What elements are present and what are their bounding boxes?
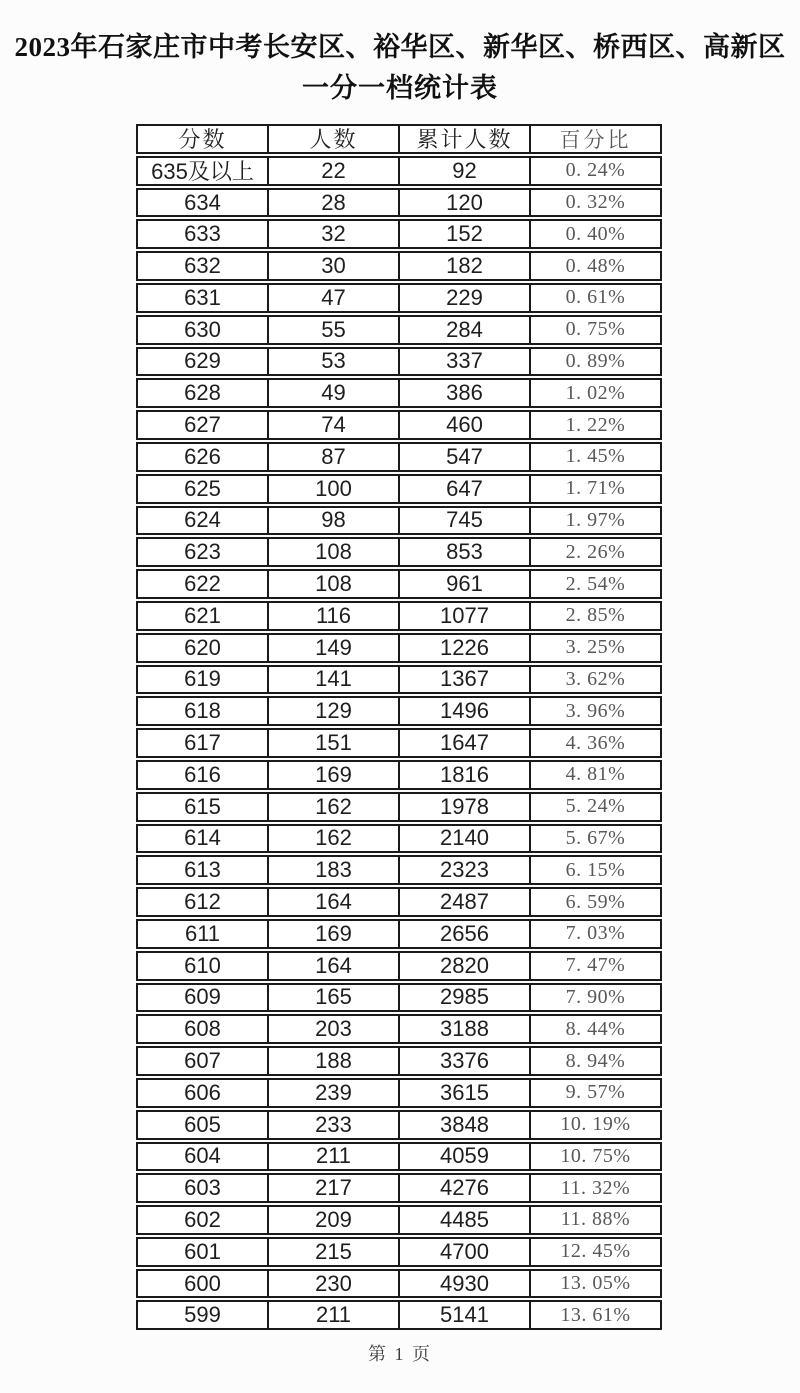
count-cell: 169 xyxy=(267,921,398,947)
percentage-cell: 1. 97% xyxy=(529,508,660,534)
cumulative-count-cell: 3376 xyxy=(398,1048,529,1074)
count-cell: 164 xyxy=(267,953,398,979)
count-cell: 141 xyxy=(267,667,398,693)
score-distribution-table xyxy=(136,124,662,1332)
count-cell: 74 xyxy=(267,412,398,438)
cumulative-count-cell: 1816 xyxy=(398,762,529,788)
table-row xyxy=(136,951,662,981)
table-row xyxy=(136,728,662,758)
percentage-cell: 1. 22% xyxy=(529,412,660,438)
table-row xyxy=(136,760,662,790)
score-cell: 615 xyxy=(184,793,221,819)
count-cell: 211 xyxy=(267,1144,398,1170)
score-cell: 599 xyxy=(184,1302,221,1328)
cumulative-count-cell: 1496 xyxy=(398,698,529,724)
table-row xyxy=(136,506,662,536)
cumulative-count-cell: 4930 xyxy=(398,1271,529,1297)
score-cell: 610 xyxy=(184,952,221,978)
score-cell: 623 xyxy=(184,539,221,565)
table-row xyxy=(136,696,662,726)
table-row xyxy=(136,315,662,345)
cumulative-count-cell: 2820 xyxy=(398,953,529,979)
count-cell: 28 xyxy=(267,190,398,216)
table-row xyxy=(136,156,662,186)
percentage-cell: 8. 94% xyxy=(529,1048,660,1074)
score-cell: 609 xyxy=(184,984,221,1010)
table-row xyxy=(136,219,662,249)
count-cell: 53 xyxy=(267,349,398,375)
percentage-cell: 1. 71% xyxy=(529,476,660,502)
count-cell: 129 xyxy=(267,698,398,724)
page-number: 第 1 页 xyxy=(368,1344,432,1364)
cumulative-count-cell: 284 xyxy=(398,317,529,343)
score-cell: 612 xyxy=(184,889,221,915)
header-percentage: 百分比 xyxy=(529,126,660,152)
table-row xyxy=(136,633,662,663)
score-cell: 606 xyxy=(184,1079,221,1105)
cumulative-count-cell: 3188 xyxy=(398,1016,529,1042)
cumulative-count-cell: 547 xyxy=(398,444,529,470)
percentage-cell: 8. 44% xyxy=(529,1016,660,1042)
count-cell: 233 xyxy=(267,1112,398,1138)
table-row xyxy=(136,665,662,695)
cumulative-count-cell: 2656 xyxy=(398,921,529,947)
table-row xyxy=(136,188,662,218)
count-cell: 116 xyxy=(267,603,398,629)
percentage-cell: 13. 61% xyxy=(529,1302,660,1328)
score-cell: 617 xyxy=(184,730,221,756)
table-row xyxy=(136,1237,662,1267)
table-row xyxy=(136,887,662,917)
score-cell: 631 xyxy=(184,284,221,310)
score-cell: 603 xyxy=(184,1175,221,1201)
percentage-cell: 2. 54% xyxy=(529,571,660,597)
percentage-cell: 13. 05% xyxy=(529,1271,660,1297)
cumulative-count-cell: 460 xyxy=(398,412,529,438)
count-cell: 165 xyxy=(267,985,398,1011)
percentage-cell: 3. 96% xyxy=(529,698,660,724)
table-row xyxy=(136,824,662,854)
page-title-line1: 2023年石家庄市中考长安区、裕华区、新华区、桥西区、高新区 xyxy=(14,32,786,62)
table-row xyxy=(136,1205,662,1235)
cumulative-count-cell: 1077 xyxy=(398,603,529,629)
cumulative-count-cell: 2323 xyxy=(398,857,529,883)
percentage-cell: 10. 19% xyxy=(529,1112,660,1138)
score-cell: 611 xyxy=(184,920,221,946)
cumulative-count-cell: 4059 xyxy=(398,1144,529,1170)
count-cell: 49 xyxy=(267,380,398,406)
count-cell: 169 xyxy=(267,762,398,788)
cumulative-count-cell: 1647 xyxy=(398,730,529,756)
count-cell: 32 xyxy=(267,221,398,247)
score-cell: 613 xyxy=(184,857,221,883)
cumulative-count-cell: 4276 xyxy=(398,1175,529,1201)
table-row xyxy=(136,1110,662,1140)
table-row xyxy=(136,378,662,408)
table-header-row xyxy=(136,124,662,154)
cumulative-count-cell: 647 xyxy=(398,476,529,502)
score-cell: 601 xyxy=(184,1238,221,1264)
count-cell: 30 xyxy=(267,253,398,279)
count-cell: 209 xyxy=(267,1207,398,1233)
score-cell: 605 xyxy=(184,1111,221,1137)
cumulative-count-cell: 1226 xyxy=(398,635,529,661)
score-cell: 604 xyxy=(184,1143,221,1169)
table-row xyxy=(136,410,662,440)
header-score: 分数 xyxy=(178,127,227,152)
percentage-cell: 0. 61% xyxy=(529,285,660,311)
percentage-cell: 4. 36% xyxy=(529,730,660,756)
table-row xyxy=(136,1269,662,1299)
percentage-cell: 3. 25% xyxy=(529,635,660,661)
cumulative-count-cell: 1978 xyxy=(398,794,529,820)
percentage-cell: 10. 75% xyxy=(529,1144,660,1170)
count-cell: 203 xyxy=(267,1016,398,1042)
table-row xyxy=(136,983,662,1013)
percentage-cell: 0. 32% xyxy=(529,190,660,216)
score-cell: 622 xyxy=(184,571,221,597)
score-cell: 635及以上 xyxy=(151,159,254,184)
percentage-cell: 1. 02% xyxy=(529,380,660,406)
table-row xyxy=(136,537,662,567)
percentage-cell: 7. 03% xyxy=(529,921,660,947)
table-row xyxy=(136,1014,662,1044)
count-cell: 149 xyxy=(267,635,398,661)
page-title xyxy=(0,26,800,108)
percentage-cell: 0. 48% xyxy=(529,253,660,279)
percentage-cell: 7. 90% xyxy=(529,985,660,1011)
table-row xyxy=(136,1173,662,1203)
table-row xyxy=(136,251,662,281)
cumulative-count-cell: 3848 xyxy=(398,1112,529,1138)
percentage-cell: 0. 75% xyxy=(529,317,660,343)
score-cell: 608 xyxy=(184,1016,221,1042)
score-cell: 634 xyxy=(184,189,221,215)
score-cell: 628 xyxy=(184,380,221,406)
percentage-cell: 11. 32% xyxy=(529,1175,660,1201)
percentage-cell: 0. 89% xyxy=(529,349,660,375)
count-cell: 162 xyxy=(267,826,398,852)
count-cell: 164 xyxy=(267,889,398,915)
cumulative-count-cell: 120 xyxy=(398,190,529,216)
cumulative-count-cell: 386 xyxy=(398,380,529,406)
count-cell: 183 xyxy=(267,857,398,883)
cumulative-count-cell: 182 xyxy=(398,253,529,279)
cumulative-count-cell: 2487 xyxy=(398,889,529,915)
score-cell: 625 xyxy=(184,475,221,501)
table-row xyxy=(136,855,662,885)
cumulative-count-cell: 337 xyxy=(398,349,529,375)
count-cell: 215 xyxy=(267,1239,398,1265)
score-cell: 626 xyxy=(184,443,221,469)
percentage-cell: 4. 81% xyxy=(529,762,660,788)
count-cell: 217 xyxy=(267,1175,398,1201)
percentage-cell: 6. 15% xyxy=(529,857,660,883)
score-cell: 600 xyxy=(184,1270,221,1296)
percentage-cell: 5. 67% xyxy=(529,826,660,852)
score-cell: 614 xyxy=(184,825,221,851)
count-cell: 188 xyxy=(267,1048,398,1074)
score-cell: 621 xyxy=(184,602,221,628)
count-cell: 100 xyxy=(267,476,398,502)
percentage-cell: 11. 88% xyxy=(529,1207,660,1233)
percentage-cell: 0. 24% xyxy=(529,158,660,184)
score-cell: 630 xyxy=(184,316,221,342)
count-cell: 22 xyxy=(267,158,398,184)
table-row xyxy=(136,1078,662,1108)
score-cell: 633 xyxy=(184,221,221,247)
percentage-cell: 0. 40% xyxy=(529,221,660,247)
table-row xyxy=(136,792,662,822)
cumulative-count-cell: 961 xyxy=(398,571,529,597)
score-cell: 607 xyxy=(184,1048,221,1074)
table-row xyxy=(136,1142,662,1172)
count-cell: 98 xyxy=(267,508,398,534)
cumulative-count-cell: 152 xyxy=(398,221,529,247)
score-cell: 624 xyxy=(184,507,221,533)
count-cell: 108 xyxy=(267,539,398,565)
table-row xyxy=(136,601,662,631)
cumulative-count-cell: 5141 xyxy=(398,1302,529,1328)
cumulative-count-cell: 4700 xyxy=(398,1239,529,1265)
table-row xyxy=(136,919,662,949)
table-row xyxy=(136,474,662,504)
table-row xyxy=(136,283,662,313)
count-cell: 162 xyxy=(267,794,398,820)
cumulative-count-cell: 1367 xyxy=(398,667,529,693)
percentage-cell: 5. 24% xyxy=(529,794,660,820)
cumulative-count-cell: 3615 xyxy=(398,1080,529,1106)
page-title-line2: 一分一档统计表 xyxy=(302,73,498,103)
cumulative-count-cell: 92 xyxy=(398,158,529,184)
count-cell: 230 xyxy=(267,1271,398,1297)
cumulative-count-cell: 2140 xyxy=(398,826,529,852)
cumulative-count-cell: 853 xyxy=(398,539,529,565)
table-row xyxy=(136,1046,662,1076)
percentage-cell: 3. 62% xyxy=(529,667,660,693)
count-cell: 108 xyxy=(267,571,398,597)
table-row xyxy=(136,1300,662,1330)
percentage-cell: 2. 85% xyxy=(529,603,660,629)
score-table-body xyxy=(136,156,662,1330)
percentage-cell: 1. 45% xyxy=(529,444,660,470)
percentage-cell: 9. 57% xyxy=(529,1080,660,1106)
count-cell: 47 xyxy=(267,285,398,311)
percentage-cell: 6. 59% xyxy=(529,889,660,915)
table-row xyxy=(136,569,662,599)
table-row xyxy=(136,442,662,472)
score-cell: 619 xyxy=(184,666,221,692)
count-cell: 239 xyxy=(267,1080,398,1106)
table-row xyxy=(136,347,662,377)
header-cumulative-count: 累计人数 xyxy=(398,126,529,152)
count-cell: 151 xyxy=(267,730,398,756)
header-count: 人数 xyxy=(267,126,398,152)
percentage-cell: 12. 45% xyxy=(529,1239,660,1265)
cumulative-count-cell: 2985 xyxy=(398,985,529,1011)
cumulative-count-cell: 745 xyxy=(398,508,529,534)
score-cell: 627 xyxy=(184,412,221,438)
score-cell: 629 xyxy=(184,348,221,374)
score-cell: 602 xyxy=(184,1207,221,1232)
cumulative-count-cell: 4485 xyxy=(398,1207,529,1233)
count-cell: 55 xyxy=(267,317,398,343)
percentage-cell: 2. 26% xyxy=(529,539,660,565)
count-cell: 211 xyxy=(267,1302,398,1328)
score-cell: 618 xyxy=(184,698,221,724)
percentage-cell: 7. 47% xyxy=(529,953,660,979)
score-cell: 620 xyxy=(184,634,221,660)
score-cell: 632 xyxy=(184,253,221,279)
count-cell: 87 xyxy=(267,444,398,470)
score-cell: 616 xyxy=(184,761,221,787)
cumulative-count-cell: 229 xyxy=(398,285,529,311)
